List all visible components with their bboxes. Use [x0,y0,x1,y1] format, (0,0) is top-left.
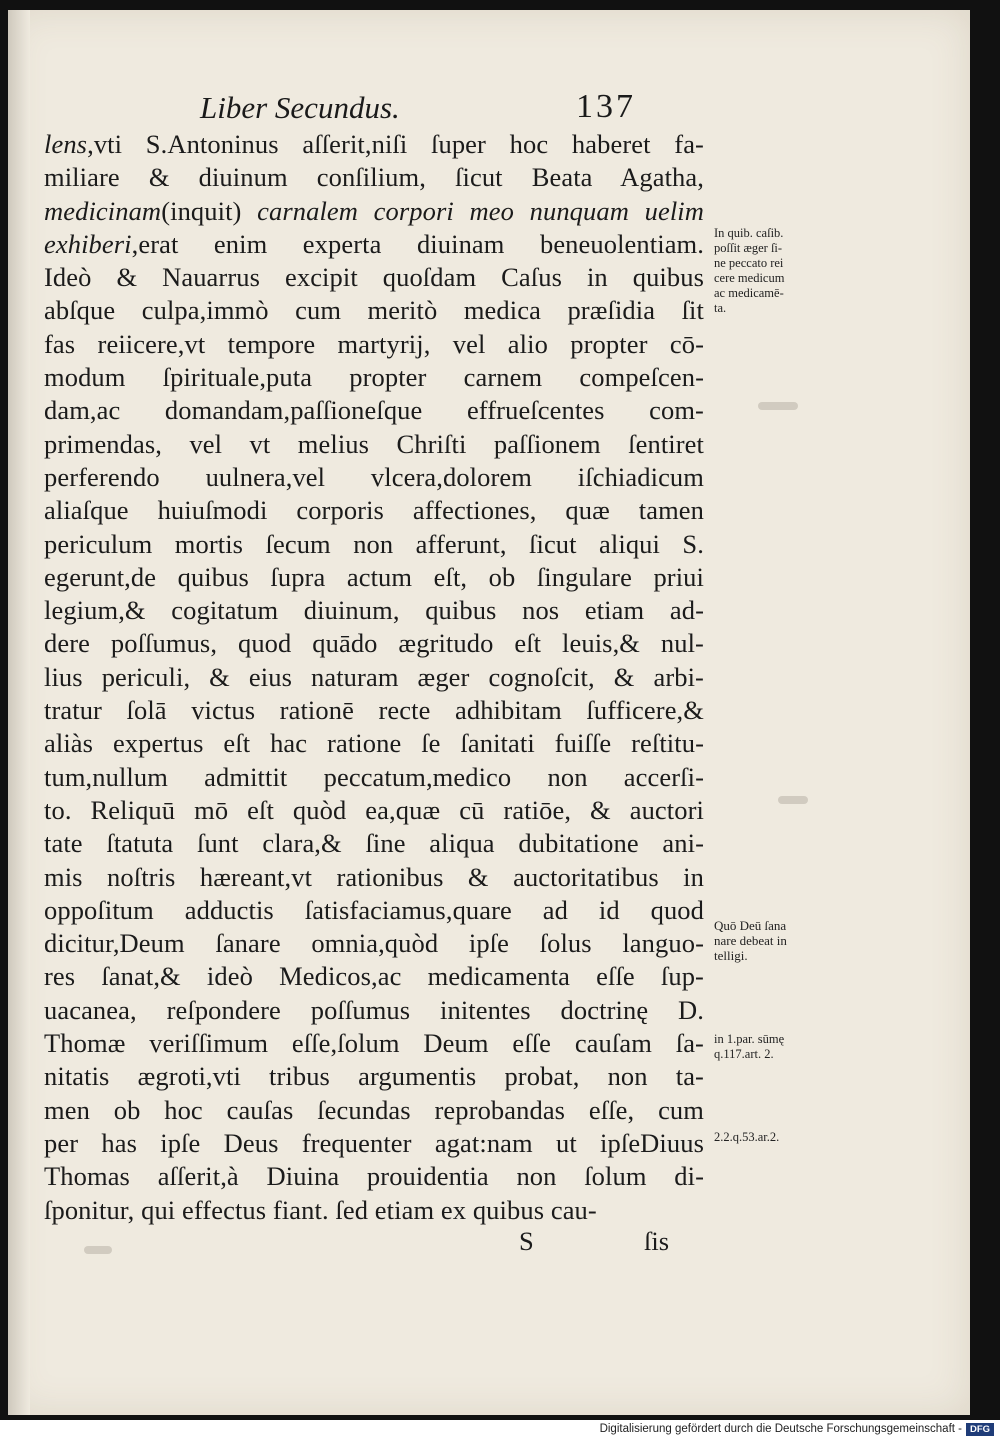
text-span: ,erat enim experta diuinam beneuolentiam. [131,228,704,259]
ink-smudge [84,1246,112,1254]
marginal-note-line: telligi. [714,948,748,963]
text-line [44,694,704,727]
digitization-footer [0,1420,1000,1439]
text-span: nitatis ægroti,vti tribus argumentis probat, non ta- [44,1061,704,1092]
signature-mark: S [519,1226,534,1256]
text-span: abſque culpa,immò cum meritò medica præſidia ſit [44,295,704,326]
main-text-block [44,128,704,1227]
text-line [44,1127,704,1160]
text-line [44,727,704,760]
marginal-note-line: in 1.par. sūmę [714,1032,785,1046]
text-span: dam,ac domandam,paſſioneſque effrueſcentes com- [44,395,704,426]
text-span: ſponitur, qui effectus fiant. ſed etiam ex quibus cau- [44,1194,597,1225]
text-span: to. Reliquū mō eſt quòd ea,quæ cū ratiōe, & auctori [44,794,704,825]
text-line [44,1027,704,1060]
text-span: lius periculi, & eius naturam æger cognoſcit, & arbi- [44,661,704,692]
text-line [44,428,704,461]
text-span: fas reiicere,vt tempore martyrij, vel alio propter cō- [44,328,704,359]
text-line [44,195,704,228]
running-head-title: Liber Secundus. [200,90,400,125]
text-span: dere poſſumus, quod quādo ægritudo eſt leuis,& nul- [44,628,704,659]
text-line [44,960,704,993]
text-line [44,394,704,427]
text-line [44,561,704,594]
text-span: egerunt,de quibus ſupra actum eſt, ob ſingulare priui [44,561,704,592]
marginal-note-line: 2.2.q.53.ar.2. [714,1130,780,1144]
marginal-note-line: ne peccato rei [714,256,784,270]
text-line [44,1160,704,1193]
text-span: miliare & diuinum conſilium, ſicut Beata Agatha, [44,162,704,193]
italic-text: lens [44,129,88,159]
dfg-logo: DFG [966,1423,994,1436]
text-span: aliàs expertus eſt hac ratione ſe ſanitati fuiſſe reſtitu- [44,728,704,759]
text-line [44,794,704,827]
text-line [44,161,704,194]
catchline [44,1226,704,1262]
italic-text: carnalem corpori meo nunquam uelim [257,195,705,226]
funding-credit: Digitalisierung gefördert durch die Deutsche Forschungsgemeinschaft - [599,1423,962,1435]
text-line [44,261,704,294]
text-span: Ideò & Nauarrus excipit quoſdam Caſus in quibus [44,262,704,293]
catchword: ſis [644,1226,670,1256]
marginal-note-line: q.117.art. 2. [714,1047,774,1061]
text-line [44,1060,704,1093]
marginal-note-line: ac medicamē- [714,286,784,300]
text-span: aliaſque huiuſmodi corporis affectiones, quæ tamen [44,495,704,526]
text-line [44,1194,704,1227]
text-span: uacanea, reſpondere poſſumus initentes doctrinę D. [44,994,704,1025]
text-line [44,528,704,561]
text-line [44,461,704,494]
marginal-note-line: In quib. caſib. [714,226,784,240]
text-line [44,894,704,927]
ink-smudge [778,796,808,804]
text-span: Thomæ veriſſimum eſſe,ſolum Deum eſſe cauſam ſa- [44,1028,704,1059]
text-span: primendas, vel vt melius Chriſti paſſionem ſentiret [44,428,704,459]
text-line [44,861,704,894]
text-line [44,361,704,394]
text-span: Thomas aſſerit,à Diuina prouidentia non ſolum di- [44,1161,704,1192]
text-line [44,228,704,261]
page-gutter [8,10,30,1415]
text-line [44,627,704,660]
text-line [44,494,704,527]
marginal-note-line: cere medicum [714,271,785,285]
marginal-note-line: ta. [714,301,727,315]
text-line [44,761,704,794]
text-span: (inquit) [161,195,258,226]
page-number: 137 [576,88,636,125]
italic-text: medicinam [44,195,162,226]
marginal-note-line: poſſit æger ſi- [714,241,783,255]
text-line [44,994,704,1027]
text-line [44,594,704,627]
text-span: dicitur,Deum ſanare omnia,quòd ipſe ſolus languo- [44,928,704,959]
text-span: modum ſpirituale,puta propter carnem compeſcen- [44,362,704,393]
text-line [44,661,704,694]
marginal-note [714,226,834,316]
marginal-note [714,1130,834,1145]
text-span: mis noſtris hæreant,vt rationibus & auctoritatibus in [44,861,704,892]
text-line [44,128,704,161]
marginal-note-line: Quō Deū ſana [714,918,787,933]
text-span: periculum mortis ſecum non afferunt, ſicut aliqui S. [44,528,704,559]
text-line [44,927,704,960]
ink-smudge [758,402,798,410]
text-span: per has ipſe Deus frequenter agat:nam ut ipſeDiuus [44,1127,704,1158]
text-line [44,827,704,860]
text-line [44,1094,704,1127]
text-span: tate ſtatuta ſunt clara,& ſine aliqua dubitatione ani- [44,828,704,859]
text-span: men ob hoc cauſas ſecundas reprobandas eſſe, cum [44,1094,704,1125]
text-span: res ſanat,& ideò Medicos,ac medicamenta eſſe ſup- [44,961,704,992]
marginal-note [714,1032,834,1062]
book-page [8,10,970,1415]
text-span: legium,& cogitatum diuinum, quibus nos etiam ad- [44,595,704,626]
text-span: tum,nullum admittit peccatum,medico non accerſi- [44,761,704,792]
text-line [44,294,704,327]
text-span: oppoſitum adductis ſatisfaciamus,quare ad id quod [44,894,704,925]
text-span: perferendo uulnera,vel vlcera,dolorem iſchiadicum [44,461,704,492]
text-line [44,328,704,361]
marginal-note [714,918,834,963]
text-span: tratur ſolā victus rationē recte adhibitam ſufficere,& [44,695,704,726]
italic-text: exhiberi [44,228,132,259]
text-span: ,vti S.Antoninus aſſerit,niſi ſuper hoc haberet fa- [87,129,704,159]
marginal-note-line: nare debeat in [714,933,787,948]
